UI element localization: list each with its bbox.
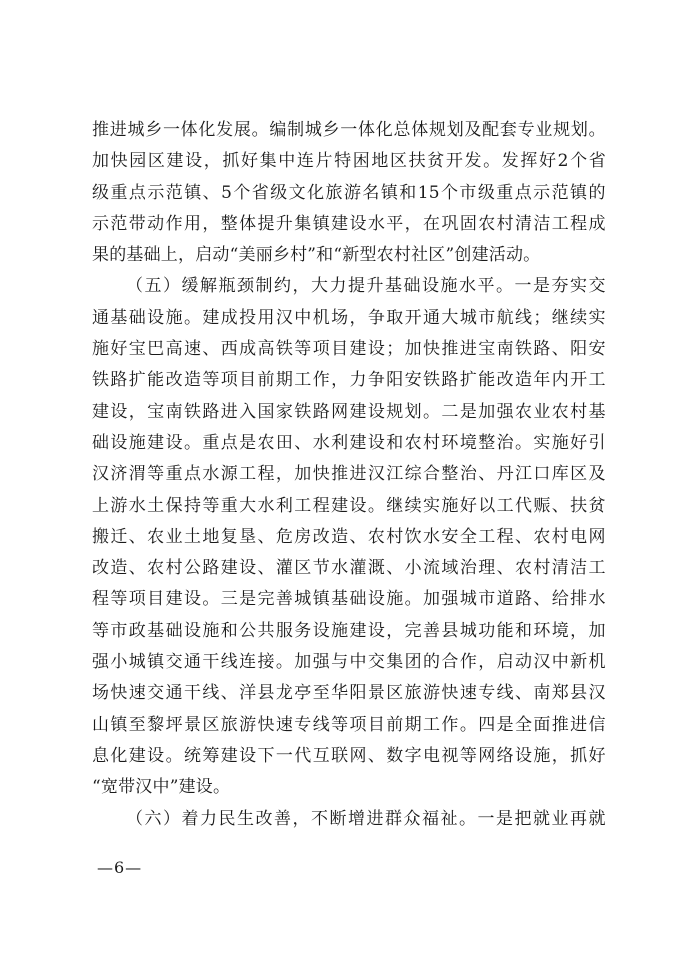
text-line: 改 造 、 农 村 公 路 建 设 、 灌 区 节 水 灌 溉 、 小 流 域 治 理 、 农 村 清 洁 工	[92, 558, 606, 579]
document-body	[92, 115, 606, 835]
text-line: 级 重 点 示 范 镇 、 5 个 省 级 文 化 旅 游 名 镇 和 15 个 市 级 重 点 示 范 镇 的	[92, 182, 606, 203]
text-line: 场 快 速 交 通 干 线 、 洋 县 龙 亭 至 华 阳 景 区 旅 游 快 速 专 线 、 南 郑 县 汉	[92, 683, 606, 704]
text-line: “宽带汉中”建设。	[92, 777, 231, 798]
text-line: （ 五 ） 缓 解 瓶 颈 制 约 ， 大 力 提 升 基 础 设 施 水 平 。 一 是 夯 实 交	[126, 276, 606, 297]
text-line: 汉 济 渭 等 重 点 水 源 工 程 ， 加 快 推 进 汉 江 综 合 整 治 、 丹 江 口 库 区 及	[92, 464, 606, 485]
text-line: 程 等 项 目 建 设 。 三 是 完 善 城 镇 基 础 设 施 。 加 强 城 市 道 路 、 给 排 水	[92, 589, 606, 610]
text-line: 础 设 施 建 设 。 重 点 是 农 田 、 水 利 建 设 和 农 村 环 境 整 治 。 实 施 好 引	[92, 432, 606, 453]
text-line: 建 设 ， 宝 南 铁 路 进 入 国 家 铁 路 网 建 设 规 划 。 二 是 加 强 农 业 农 村 基	[92, 401, 606, 422]
text-line: 搬 迁 、 农 业 土 地 复 垦 、 危 房 改 造 、 农 村 饮 水 安 全 工 程 、 农 村 电 网	[92, 526, 606, 547]
text-line: 示 范 带 动 作 用 ， 整 体 提 升 集 镇 建 设 水 平 ， 在 巩 固 农 村 清 洁 工 程 成	[92, 213, 606, 234]
text-line: 通 基 础 设 施 。 建 成 投 用 汉 中 机 场 ， 争 取 开 通 大 城 市 航 线 ； 继 续 实	[92, 307, 606, 328]
text-line: 上 游 水 土 保 持 等 重 大 水 利 工 程 建 设 。 继 续 实 施 好 以 工 代 赈 、 扶 贫	[92, 495, 606, 516]
text-line: 强 小 城 镇 交 通 干 线 连 接 。 加 强 与 中 交 集 团 的 合 作 ， 启 动 汉 中 新 机	[92, 652, 606, 673]
page-number: —6—	[97, 858, 143, 877]
text-line: 铁 路 扩 能 改 造 等 项 目 前 期 工 作 ， 力 争 阳 安 铁 路 扩 能 改 造 年 内 开 工	[92, 370, 606, 391]
text-line: 息 化 建 设 。 统 筹 建 设 下 一 代 互 联 网 、 数 字 电 视 等 网 络 设 施 ， 抓 好	[92, 745, 606, 766]
text-line: 推 进 城 乡 一 体 化 发 展 。 编 制 城 乡 一 体 化 总 体 规 划 及 配 套 专 业 规 划 。	[92, 120, 606, 140]
text-line: 果的基础上，启动“美丽乡村”和“新型农村社区”创建活动。	[92, 245, 541, 266]
text-line: （ 六 ） 着 力 民 生 改 善 ， 不 断 增 进 群 众 福 祉 。 一 是 把 就 业 再 就	[126, 808, 606, 829]
text-line: 山 镇 至 黎 坪 景 区 旅 游 快 速 专 线 等 项 目 前 期 工 作 。 四 是 全 面 推 进 信	[92, 714, 606, 735]
text-line: 等 市 政 基 础 设 施 和 公 共 服 务 设 施 建 设 ， 完 善 县 城 功 能 和 环 境 ， 加	[92, 620, 606, 641]
text-line: 加 快 园 区 建 设 ， 抓 好 集 中 连 片 特 困 地 区 扶 贫 开 发 。 发 挥 好 2 个 省	[92, 151, 606, 172]
text-line: 施 好 宝 巴 高 速 、 西 成 高 铁 等 项 目 建 设 ； 加 快 推 进 宝 南 铁 路 、 阳 安	[92, 339, 606, 360]
